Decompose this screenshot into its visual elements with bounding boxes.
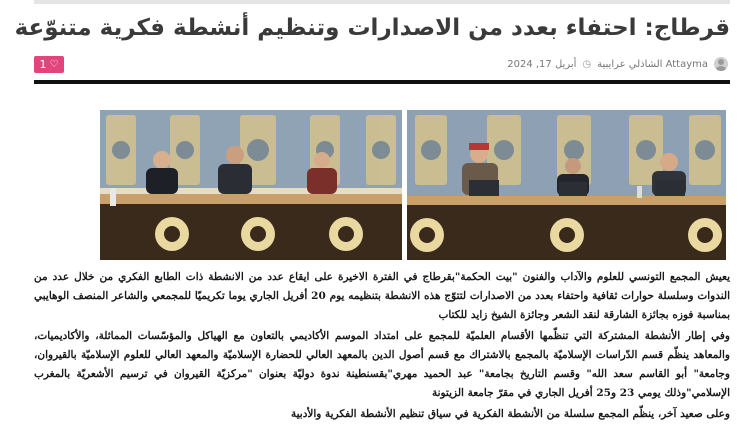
article-paragraph: يعيش المجمع التونسي للعلوم والآداب والفنون "بيت الحكمة"بقرطاج في الفترة الاخيرة على ايقاع عدد من الانشطة ذات الطابع الفكري من خلال عدد من الندوات وسلسلة حوارات ثقافية واحتفاء بعدد من الاصدارات لتتوّج هذه الانشطة بتنظيمه يوم 20 أفريل الجاري يوما تكريميّا للمجمعي والشاعر المنصف الوهايبي بمناسبة فوزه بجائزة الشارقة لنقد الشعر وجائزة الشيخ زايد للكتاب (34, 271, 730, 321)
like-count: 1 (39, 58, 47, 71)
conference-photo-right (407, 110, 726, 260)
conference-photo-left (100, 110, 402, 260)
clock-icon: ◷ (582, 58, 592, 70)
article-paragraph: وفي إطار الأنشطة المشتركة التي تنظّمها الأقسام العلميّة للمجمع على امتداد الموسم الأكاديمي بالتعاون مع الهياكل والمؤسّسات المماثلة، والأكاديميات، والمعاهد ينظّم قسم الدّراسات الإسلاميّة بالمجمع بالاشتراك مع قسم أصول الدين بالمعهد العالي للحضارة الإسلاميّة والمعهد العالي للعلوم الإسلاميّة بالقيروان، وجامعة" أبو القاسم سعد الله" وقسم التاريخ بجامعة" عبد الحميد مهري"بقسنطينة ندوة دوليّة بعنوان "مركزيّة القيروان في ترسيم الأشعريّة بالمغرب الإسلامي"وذلك يومي 23 و25 أفريل الجاري في مقرّ جامعة الزيتونة (34, 330, 730, 399)
title-rule (34, 80, 730, 84)
author-avatar (714, 57, 728, 71)
top-divider (34, 0, 730, 4)
article-paragraph: وعلى صعيد آخر، ينظّم المجمع سلسلة من الأنشطة الفكرية في سياق تنظيم الأنشطة الفكرية والأدبية (290, 408, 730, 420)
publish-date: أبريل 17, 2024 (507, 58, 577, 70)
article-title: قرطاج: احتفاء بعدد من الاصدارات وتنظيم أنشطة فكرية متنوّعة (14, 15, 730, 41)
article-meta (507, 55, 728, 73)
like-button[interactable] (34, 56, 64, 73)
article-body (34, 268, 730, 426)
heart-icon: ♡ (49, 59, 59, 70)
author-name[interactable]: Attayma الشاذلي عرايبية (597, 58, 708, 70)
